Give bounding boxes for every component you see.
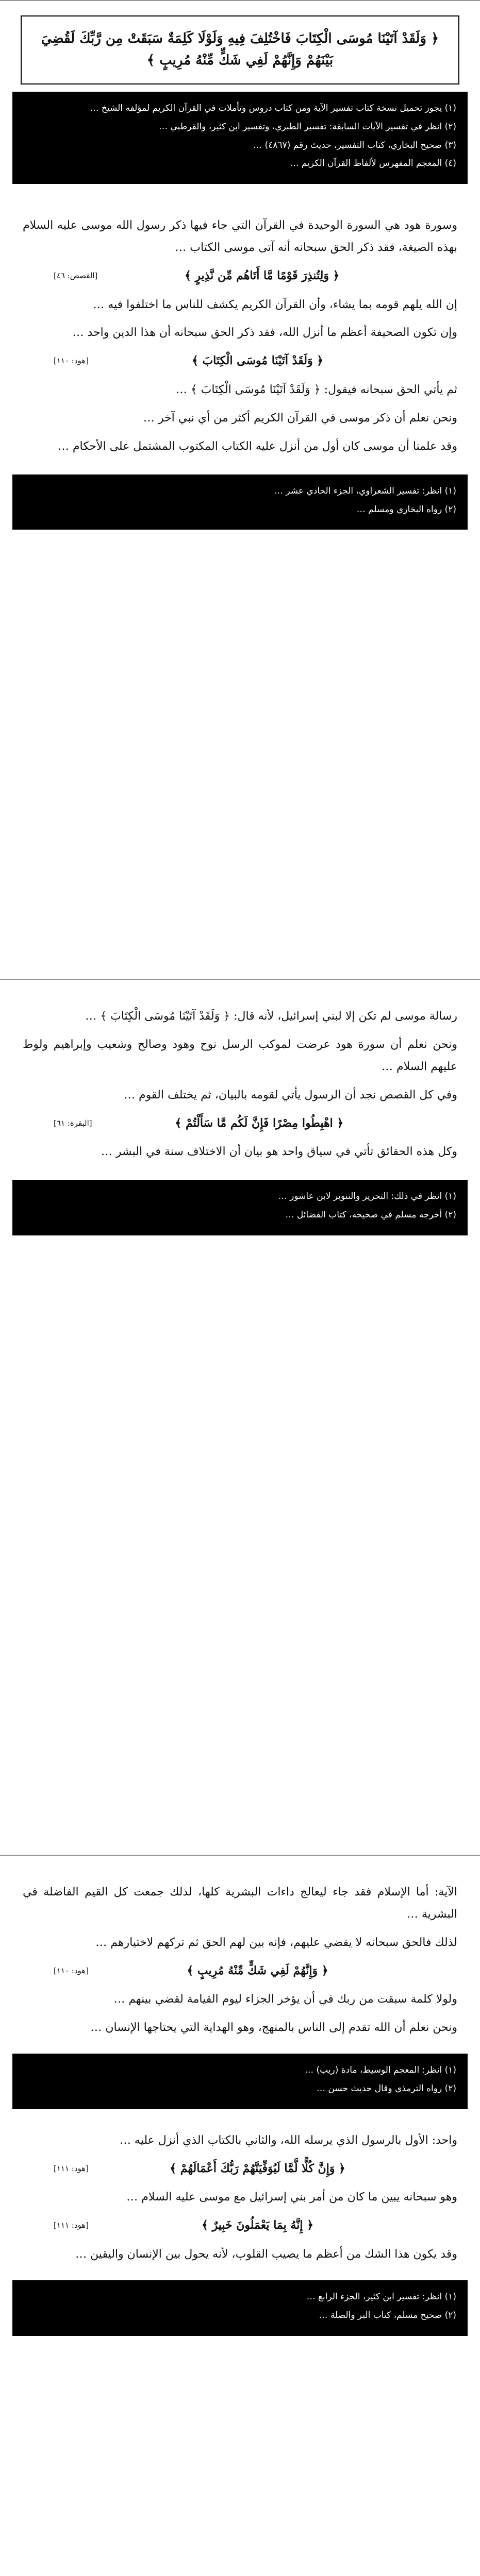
paragraph: وقد علمنا أن موسى كان أول من أنزل عليه الكتاب المكتوب المشتمل على الأحكام … <box>57 439 457 453</box>
footnote: (١) انظر: تفسير الشعراوي، الجزء الحادي عشر … <box>274 485 456 496</box>
paragraph: لذلك فالحق سبحانه لا يقضي عليهم، فإنه بين لهم الحق ثم تركهم لاختيارهم … <box>95 1936 457 1949</box>
paragraph: إن الله يلهم قومه بما يشاء، وأن القرآن الكريم يكشف للناس ما اختلفوا فيه … <box>93 298 457 311</box>
quote-text: ﴿ وَلَقَدْ آتَيْنَا مُوسَى الْكِتَابَ ﴾ <box>191 354 324 368</box>
footnote: (٢) صحيح مسلم، كتاب البر والصلة … <box>319 2310 456 2320</box>
paragraph: الآية: أما الإسلام فقد جاء ليعالج داءات البشرية كلها، لذلك جمعت كل القيم الفاضلة في البشرية … <box>23 1886 457 1921</box>
page-1 <box>0 0 480 979</box>
paragraph: وإن تكون الصحيفة أعظم ما أنزل الله، فقد ذكر الحق سبحانه أن هذا الدين واحد … <box>72 326 457 340</box>
quote-ref: [هود: ١١١] <box>54 2221 89 2230</box>
quote-ref: [هود: ١١٠] <box>54 356 89 366</box>
paragraph: وكل هذه الحقائق تأتي في سياق واحد هو بيان أن الاختلاف سنة في البشر … <box>101 1145 457 1159</box>
footnote: (٢) رواه الترمذي وقال حديث حسن … <box>317 2083 456 2094</box>
footnote: (٢) أخرجه مسلم في صحيحه، كتاب الفضائل … <box>285 1210 456 1220</box>
quote-text: ﴿ وَإِنَّهُمْ لَفِي شَكٍّ مِّنْهُ مُرِيبٍ ﴾ <box>187 1963 328 1977</box>
body-text <box>23 1006 457 1163</box>
footnotes-box <box>12 1180 468 1235</box>
quran-quote <box>54 1113 426 1134</box>
quote-text: ﴿ وَإِنَّ كُلًّا لَّمَّا لَيُوَفِّيَنَّهُمْ رَبُّكَ أَعْمَالَهُمْ ﴾ <box>170 2161 345 2175</box>
quote-text: ﴿ اهْبِطُوا مِصْرًا فَإِنَّ لَكُم مَّا سَأَلْتُمْ ﴾ <box>175 1116 344 1130</box>
verse-banner: ﴿ وَلَقَدْ آتَيْنَا مُوسَى الْكِتَابَ فَاخْتُلِفَ فِيهِ وَلَوْلَا كَلِمَةٌ سَبَقَتْ مِن رَّبِّكَ لَقُضِيَ بَيْنَهُمْ وَإِنَّهُمْ لَفِي شَكٍّ مِّنْهُ مُرِيبٍ ﴾ <box>21 15 459 84</box>
footnote: (١) انظر: المعجم الوسيط، مادة (ريب) … <box>305 2065 456 2076</box>
footnote: (٢) رواه البخاري ومسلم … <box>356 504 456 515</box>
quote-ref: [البقرة: ٦١] <box>54 1118 92 1128</box>
paragraph: ثم يأتي الحق سبحانه فيقول: ﴿ وَلَقَدْ آتَيْنَا مُوسَى الْكِتَابَ ﴾ … <box>175 383 457 397</box>
footnote: (١) انظر: تفسير ابن كثير، الجزء الرابع … <box>306 2292 456 2302</box>
paragraph: رسالة موسى لم تكن إلا لبني إسرائيل، لأنه قال: ﴿ وَلَقَدْ آتَيْنَا مُوسَى الْكِتَابَ ﴾ … <box>85 1010 457 1023</box>
paragraph: واحد: الأول بالرسول الذي يرسله الله، والثاني بالكتاب الذي أنزل عليه … <box>119 2133 457 2147</box>
paragraph: وقد يكون هذا الشك من أعظم ما يصيب القلوب، لأنه يحول بين الإنسان واليقين … <box>75 2248 457 2261</box>
quote-text: ﴿ إِنَّهُ بِمَا يَعْمَلُونَ خَبِيرٌ ﴾ <box>202 2218 313 2232</box>
quran-quote <box>54 350 426 372</box>
paragraph: وفي كل القصص نجد أن الرسول يأتي لقومه بالبيان، ثم يختلف القوم … <box>124 1088 457 1101</box>
footnotes-box <box>12 92 468 184</box>
paragraph: وهو سبحانه يبين ما كان من أمر بني إسرائيل مع موسى عليه السلام … <box>126 2191 457 2204</box>
footnote: (٤) المعجم المفهرس لألفاظ القرآن الكريم … <box>290 158 456 169</box>
paragraph: وسورة هود هي السورة الوحيدة في القرآن التي جاء فيها ذكر رسول الله موسى عليه السلام بهذه الصيغة، فقد ذكر الحق سبحانه أنه آتى موسى الكتاب … <box>23 219 457 254</box>
quote-text: ﴿ وَلِتُنذِرَ قَوْمًا مَّا أَتَاهُم مِّن نَّذِيرٍ ﴾ <box>184 268 340 282</box>
body-text <box>23 2130 457 2266</box>
paragraph: ونحن نعلم أن ذكر موسى في القرآن الكريم أكثر من أي نبي آخر … <box>143 412 457 425</box>
quran-quote <box>54 1960 426 1982</box>
quran-quote <box>54 265 426 287</box>
footnotes-box <box>12 474 468 530</box>
paragraph: ونحن نعلم أن الله تقدم إلى الناس بالمنهج، وهو الهداية التي يحتاجها الإنسان … <box>90 2021 457 2035</box>
quote-ref: [هود: ١١٠] <box>54 1965 89 1975</box>
footnote: (١) انظر في ذلك: التحرير والتنوير لابن عاشور … <box>278 1191 456 1202</box>
body-text <box>23 215 457 458</box>
footnote: (١) يجوز تحميل نسخة كتاب تفسير الآية ومن كتاب دروس وتأملات في القرآن الكريم لمؤلفه الشيخ … <box>90 103 456 113</box>
paragraph: ونحن نعلم أن سورة هود عرضت لموكب الرسل نوح وهود وصالح وشعيب وإبراهيم ولوط عليهم السلام … <box>23 1038 457 1073</box>
page-3 <box>0 1855 480 2576</box>
quran-quote <box>54 2158 426 2180</box>
body-text <box>23 1882 457 2039</box>
quote-ref: [القصص: ٤٦] <box>54 270 98 280</box>
paragraph: ولولا كلمة سبقت من ربك في أن يؤخر الجزاء ليوم القيامة لقضي بينهم … <box>113 1993 457 2006</box>
page-2 <box>0 979 480 1855</box>
footnotes-box <box>12 2054 468 2109</box>
footnote: (٢) انظر في تفسير الآيات السابقة: تفسير الطبري، وتفسير ابن كثير، والقرطبي … <box>158 121 456 132</box>
footnote: (٣) صحيح البخاري، كتاب التفسير، حديث رقم (٤٨٦٧) … <box>253 140 456 150</box>
footnotes-box <box>12 2280 468 2336</box>
quote-ref: [هود: ١١١] <box>54 2163 89 2173</box>
quran-quote <box>54 2215 426 2236</box>
